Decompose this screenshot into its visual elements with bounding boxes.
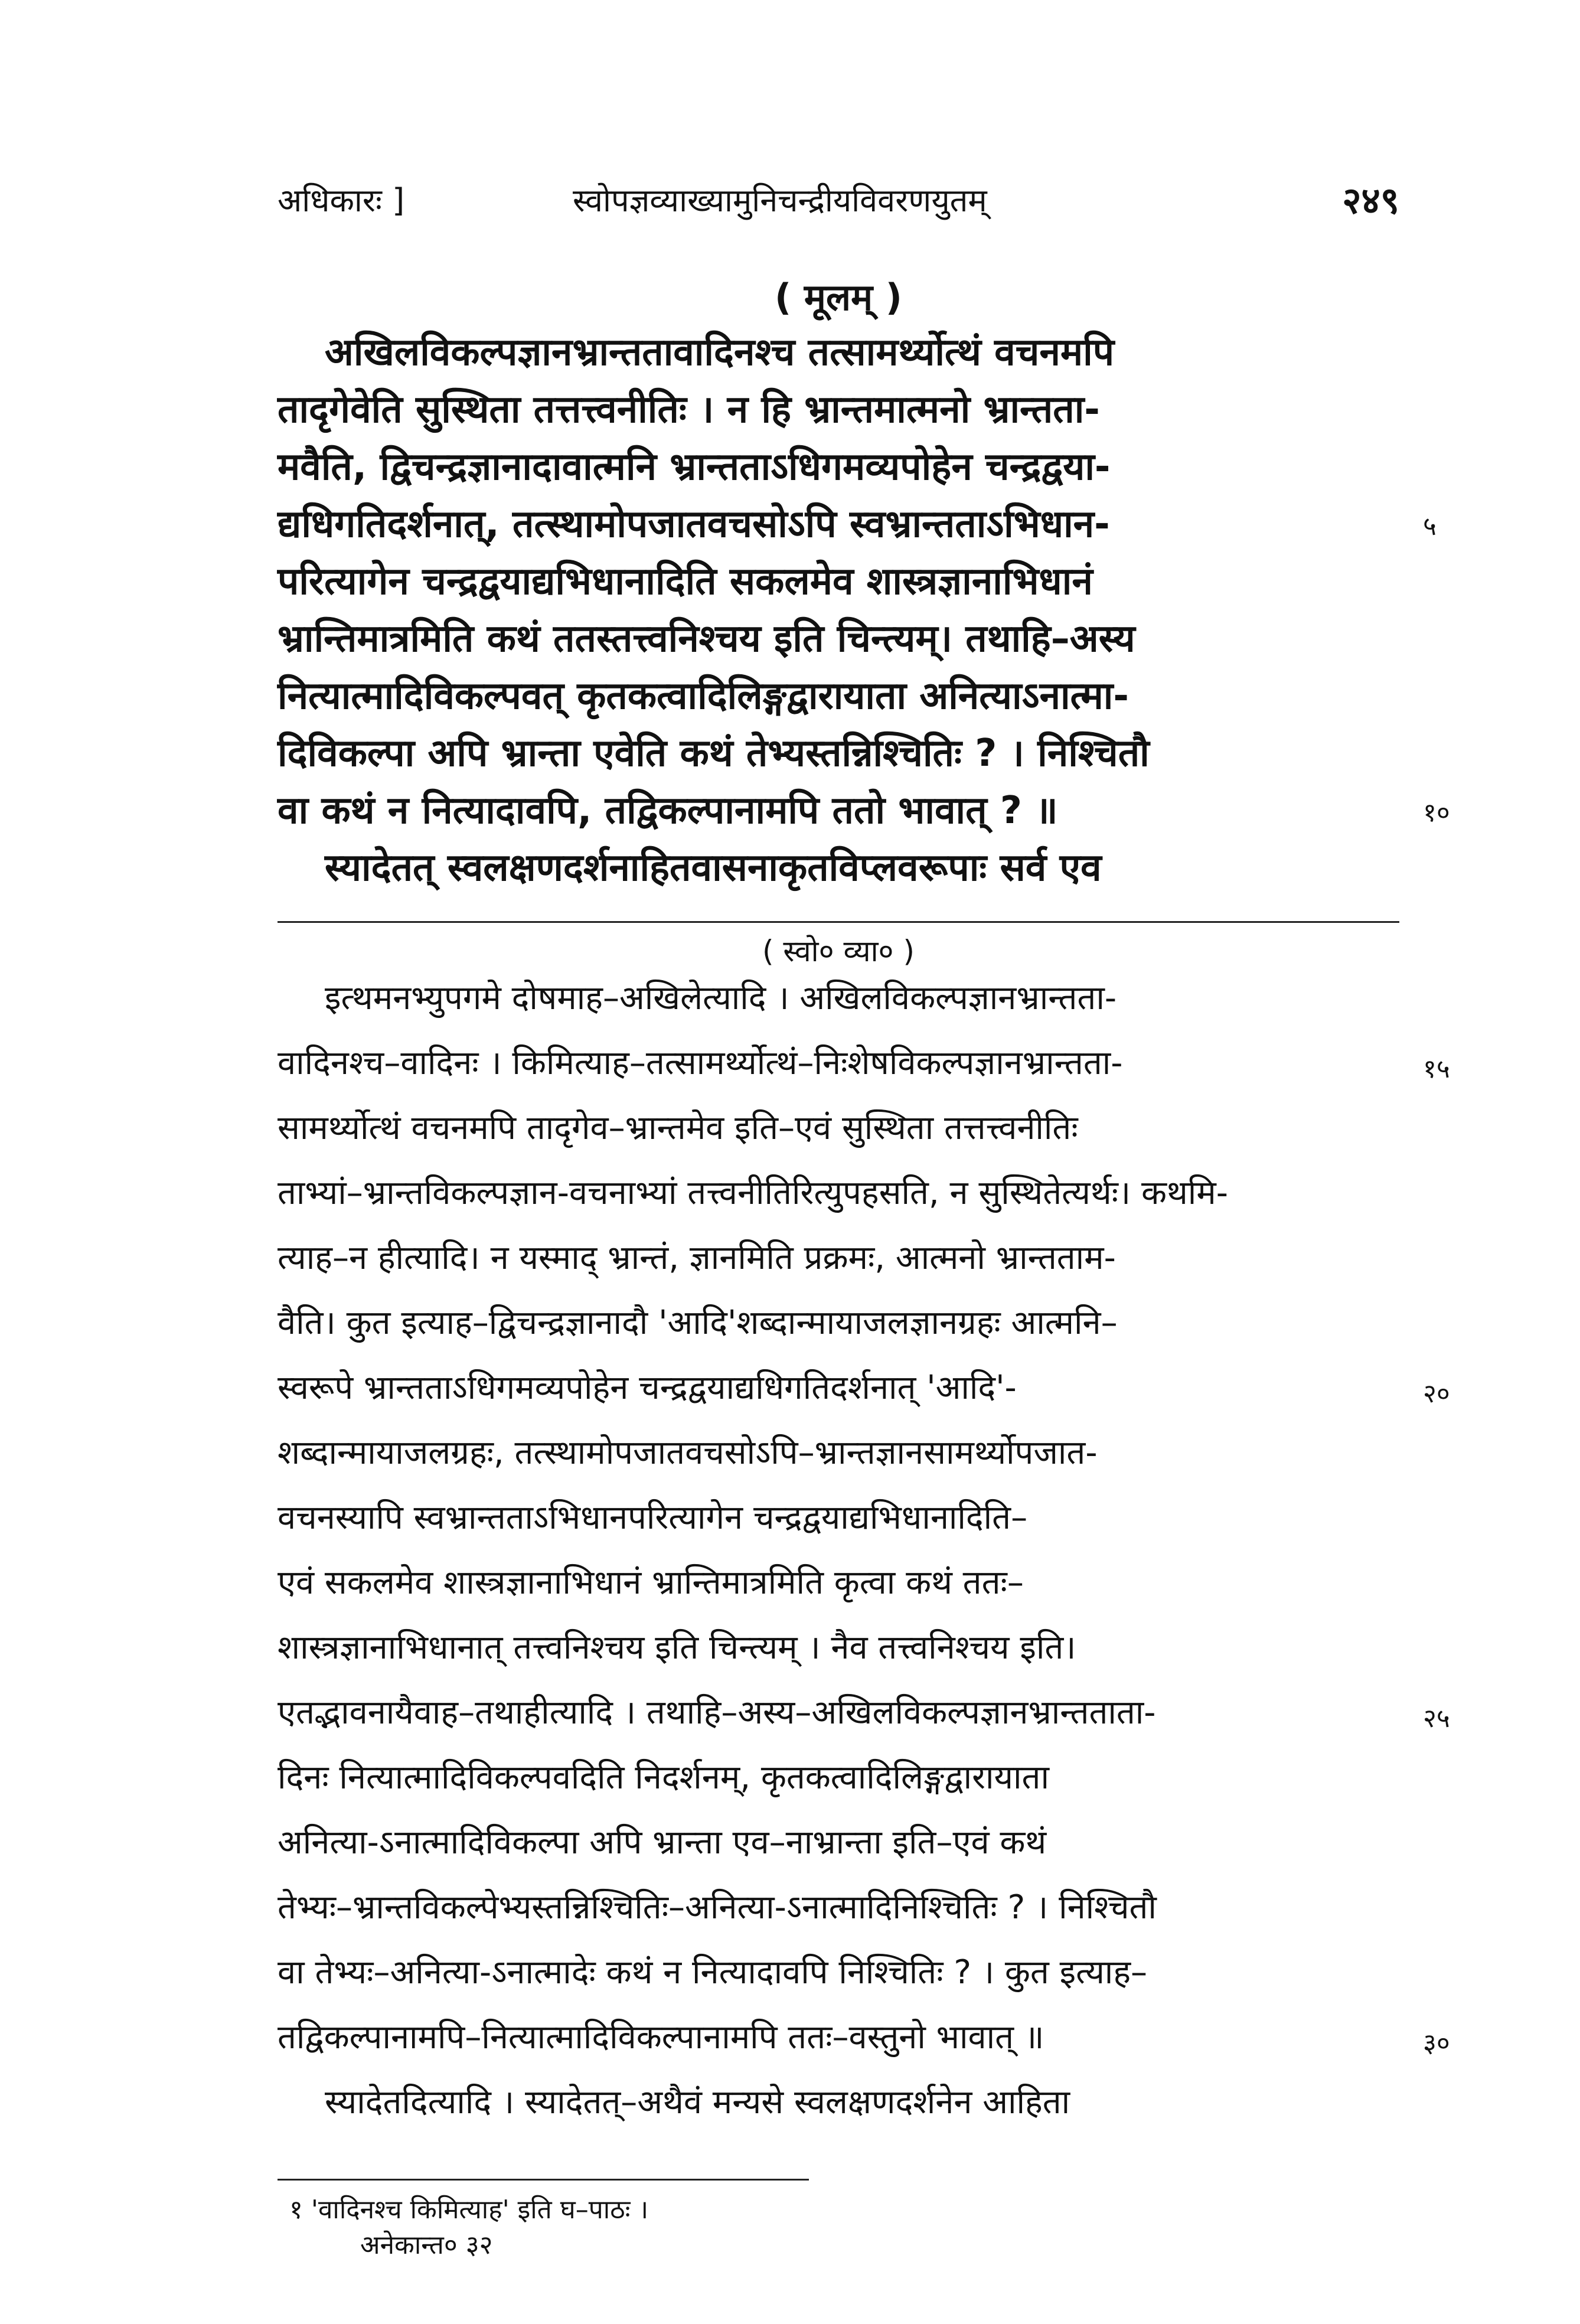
mula-line: दिविकल्पा अपि भ्रान्ता एवेति कथं तेभ्यस्तन्निश्चितिः ? । निश्चितौ [278, 732, 1150, 775]
running-header [278, 171, 1399, 224]
book-page [278, 171, 1450, 2273]
vyakhya-line: दिनः नित्यात्मादिविकल्पवदिति निदर्शनम्, कृतकत्वादिलिङ्गद्वारायाता [278, 1758, 1049, 1797]
mula-line: स्यादेतत् स्वलक्षणदर्शनाहितवासनाकृतविप्लवरूपाः सर्व एव [325, 846, 1102, 890]
mula-line: अखिलविकल्पज्ञानभ्रान्ततावादिनश्च तत्सामर्थ्योत्थं वचनमपि [325, 331, 1115, 374]
vyakhya-line: सामर्थ्योत्थं वचनमपि तादृगेव–भ्रान्तमेव इति–एवं सुस्थिता तत्तत्त्वनीतिः [278, 1109, 1078, 1147]
mula-line: द्यधिगतिदर्शनात्, तत्स्थामोपजातवचसोऽपि स्वभ्रान्तताऽभिधान- [278, 502, 1110, 546]
footnote-divider [278, 2179, 809, 2181]
vyakhya-title: ( स्वो० व्या० ) [762, 934, 915, 968]
vyakhya-line: वचनस्यापि स्वभ्रान्तताऽभिधानपरित्यागेन चन्द्रद्वयाद्यभिधानादिति– [278, 1499, 1028, 1537]
line-number: २५ [1423, 1703, 1450, 1734]
header-title: स्वोपज्ञव्याख्यामुनिचन्द्रीयविवरणयुतम् [573, 182, 987, 219]
vyakhya-line: तद्विकल्पानामपि–नित्यात्मादिविकल्पानामपि ततः–वस्तुनो भावात् ॥ [278, 2018, 1044, 2057]
vyakhya-line: अनित्या-ऽनात्मादिविकल्पा अपि भ्रान्ता एव–नाभ्रान्ता इति–एवं कथं [278, 1823, 1047, 1862]
line-number: ५ [1423, 511, 1437, 541]
mula-line: वा कथं न नित्यादावपि, तद्विकल्पानामपि ततो भावात् ? ॥ [278, 789, 1058, 833]
vyakhya-line: शास्त्रज्ञानाभिधानात् तत्त्वनिश्चय इति चिन्त्यम् । नैव तत्त्वनिश्चय इति। [278, 1628, 1076, 1667]
mula-line: भ्रान्तिमात्रमिति कथं ततस्तत्त्वनिश्चय इति चिन्त्यम्। तथाहि–अस्य [278, 617, 1135, 661]
line-number: १५ [1423, 1054, 1450, 1084]
mula-line: परित्यागेन चन्द्रद्वयाद्यभिधानादिति सकलमेव शास्त्रज्ञानाभिधानं [278, 560, 1093, 603]
vyakhya-line: एतद्भावनायैवाह–तथाहीत्यादि । तथाहि–अस्य–अखिलविकल्पज्ञानभ्रान्तताता- [278, 1693, 1156, 1732]
mula-line: मवैति, द्विचन्द्रज्ञानादावात्मनि भ्रान्तताऽधिगमव्यपोहेन चन्द्रद्वया- [278, 445, 1111, 489]
vyakhya-line: इत्थमनभ्युपगमे दोषमाह–अखिलेत्यादि । अखिलविकल्पज्ञानभ्रान्तता- [325, 979, 1117, 1017]
line-number: २० [1423, 1379, 1450, 1409]
signature-mark: अनेकान्त० ३२ [360, 2230, 493, 2260]
vyakhya-line: वादिनश्च–वादिनः । किमित्याह–तत्सामर्थ्योत्थं–निःशेषविकल्पज्ञानभ्रान्तता- [278, 1044, 1123, 1082]
vyakhya-line: तेभ्यः–भ्रान्तविकल्पेभ्यस्तन्निश्चितिः–अनित्या-ऽनात्मादिनिश्चितिः ? । निश्चितौ [278, 1888, 1157, 1927]
vyakhya-line: वैति। कुत इत्याह–द्विचन्द्रज्ञानादौ 'आदि'शब्दान्मायाजलज्ञानग्रहः आत्मनि– [278, 1304, 1118, 1342]
vyakhya-line: त्याह–न हीत्यादि। न यस्माद् भ्रान्तं, ज्ञानमिति प्रक्रमः, आत्मनो भ्रान्तताम- [278, 1239, 1116, 1277]
vyakhya-line: शब्दान्मायाजलग्रहः, तत्स्थामोपजातवचसोऽपि–भ्रान्तज्ञानसामर्थ्योपजात- [278, 1434, 1098, 1472]
vyakhya-line: स्वरूपे भ्रान्तताऽधिगमव्यपोहेन चन्द्रद्वयाद्यधिगतिदर्शनात् 'आदि'- [278, 1369, 1017, 1407]
section-divider [278, 921, 1399, 923]
line-number: ३० [1423, 2028, 1450, 2058]
line-number: १० [1423, 798, 1450, 828]
page-number: २४९ [1342, 179, 1399, 222]
vyakhya-line: वा तेभ्यः–अनित्या-ऽनात्मादेः कथं न नित्यादावपि निश्चितिः ? । कुत इत्याह– [278, 1953, 1148, 1992]
vyakhya-line: ताभ्यां–भ्रान्तविकल्पज्ञान-वचनाभ्यां तत्त्वनीतिरित्युपहसति, न सुस्थितेत्यर्थः। कथमि- [278, 1174, 1228, 1212]
vyakhya-line: स्यादेतदित्यादि । स्यादेतत्–अथैवं मन्यसे स्वलक्षणदर्शनेन आहिता [325, 2083, 1070, 2121]
mula-line: नित्यात्मादिविकल्पवत् कृतकत्वादिलिङ्गद्वारायाता अनित्याऽनात्मा- [278, 674, 1129, 718]
mula-title: ( मूलम् ) [774, 276, 903, 319]
header-chapter: अधिकारः ] [278, 182, 405, 219]
vyakhya-line: एवं सकलमेव शास्त्रज्ञानाभिधानं भ्रान्तिमात्रमिति कृत्वा कथं ततः– [278, 1564, 1024, 1602]
mula-line: तादृगेवेति सुस्थिता तत्तत्त्वनीतिः । न हि भ्रान्तमात्मनो भ्रान्तता- [278, 388, 1100, 432]
footnote: १ 'वादिनश्च किमित्याह' इति घ–पाठः । [289, 2195, 649, 2225]
